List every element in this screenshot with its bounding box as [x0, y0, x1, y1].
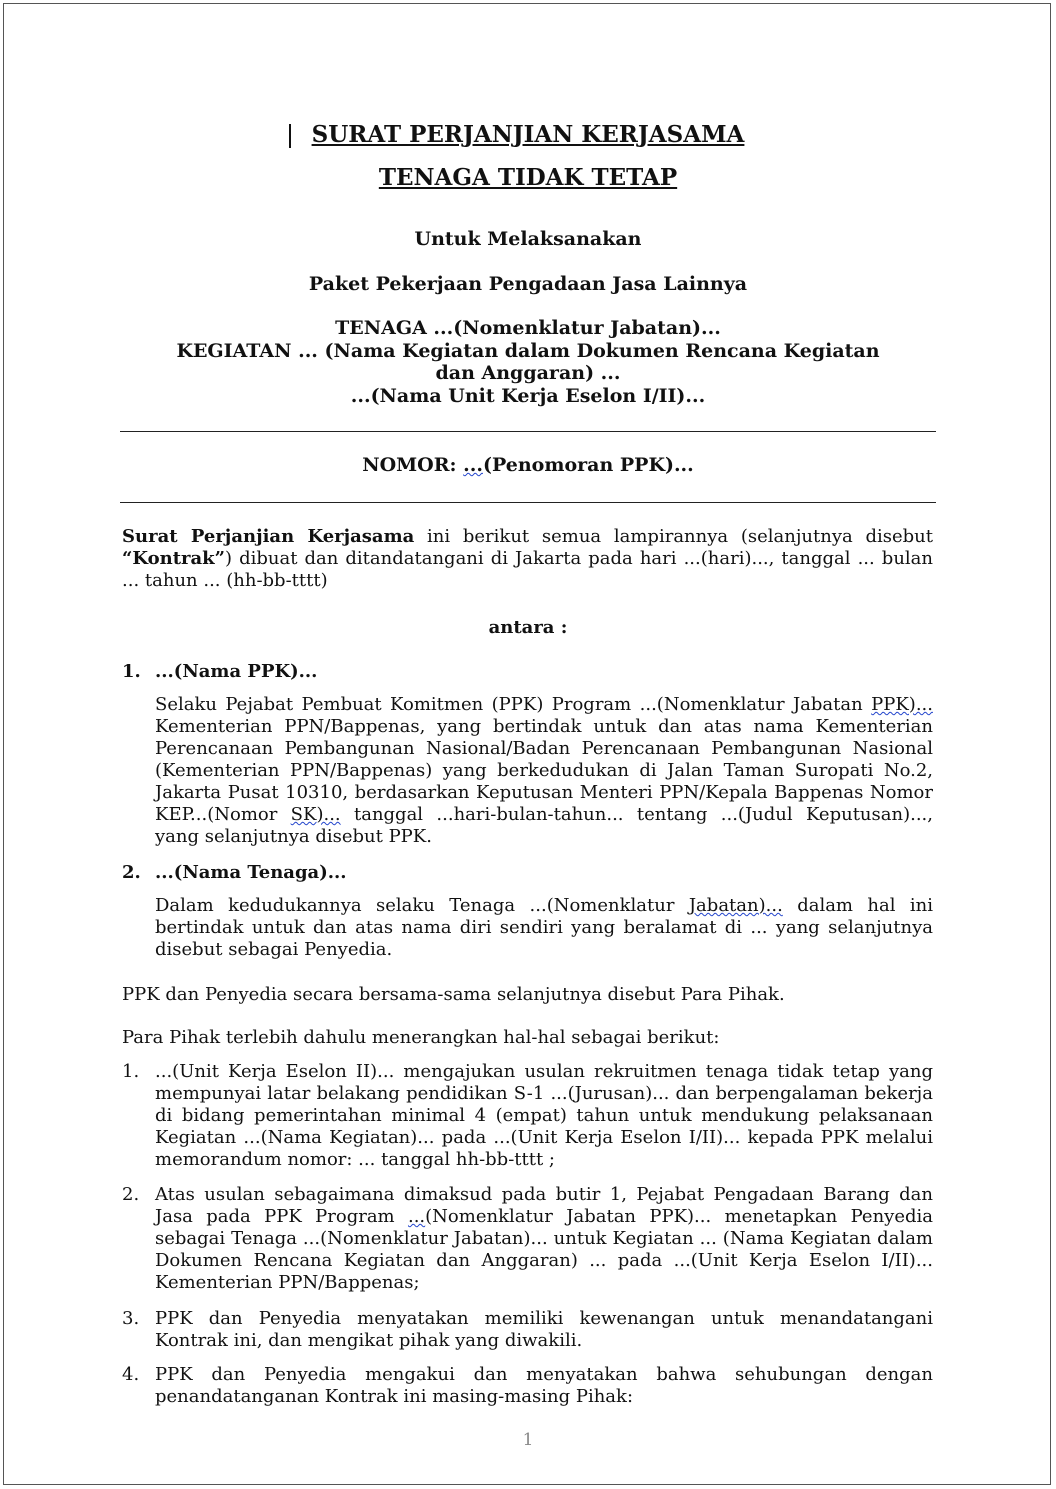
point-2-text-b: (Nomenklatur Jabatan PPK)... menetapkan Penyedia sebagai Tenaga ...(Nomenklatur Jabatan)... untuk Kegiatan ... (Nama Kegiatan dalam Dokumen Rencana Kegiatan dan Anggaran) ... pada ...(Unit Kerja Eselon I/II)... Kementerian PPN/Bappenas;	[155, 1206, 933, 1293]
package-heading: Paket Pekerjaan Pengadaan Jasa Lainnya	[308, 273, 748, 295]
party-1-text-a: Selaku Pejabat Pembuat Komitmen (PPK) Program ...(Nomenklatur Jabatan	[155, 694, 872, 715]
intro-text-2: ) dibuat dan ditandatangani di Jakarta pada hari ...(hari)..., tanggal ... bulan ... tahun ... (hh-bb-tttt)	[122, 548, 933, 591]
intro-bold-1: Surat Perjanjian Kerjasama	[122, 526, 415, 547]
antara-heading: antara :	[488, 617, 568, 638]
activity-block	[160, 317, 896, 407]
party-1-number: 1.	[122, 661, 141, 682]
purpose-heading: Untuk Melaksanakan	[414, 228, 642, 250]
title-line-1: SURAT PERJANJIAN KERJASAMA	[311, 121, 745, 148]
point-2-number: 2.	[122, 1184, 140, 1205]
party-2-text-b: dalam hal ini bertindak untuk dan atas nama diri sendiri yang beralamat di ... yang selanjutnya disebut sebagai Penyedia.	[155, 895, 933, 960]
intro-paragraph	[122, 526, 933, 592]
party-2-name: ...(Nama Tenaga)...	[155, 862, 347, 883]
point-2-text-a: Atas usulan sebagaimana dimaksud pada butir 1, Pejabat Pengadaan Barang dan Jasa pada PPK Program	[155, 1184, 933, 1227]
point-1-number: 1.	[122, 1061, 140, 1082]
tenaga-line: TENAGA ...(Nomenklatur Jabatan)...	[335, 317, 721, 339]
party-2-number: 2.	[122, 862, 141, 883]
intro-text-1: ini berikut semua lampirannya (selanjutnya disebut	[414, 526, 933, 547]
title-line-2: TENAGA TIDAK TETAP	[378, 164, 678, 191]
party-1-text-c: tanggal ...hari-bulan-tahun... tentang ...(Judul Keputusan)..., yang selanjutnya disebut PPK.	[155, 804, 933, 847]
para-pihak-paragraph: PPK dan Penyedia secara bersama-sama selanjutnya disebut Para Pihak.	[122, 984, 785, 1005]
point-3-number: 3.	[122, 1308, 140, 1329]
party-2-squiggle-a: Jabatan)...	[688, 895, 783, 916]
party-1-squiggle-b: SK)...	[290, 804, 341, 825]
party-1-text-b: Kementerian PPN/Bappenas, yang bertindak untuk dan atas nama Kementerian Perencanaan Pembangunan Nasional/Badan Perencanaan Pembangunan Nasional (Kementerian PPN/Bappenas) yang berkedudukan di Jalan Taman Suropati No.2, Jakarta Pusat 10310, berdasarkan Keputusan Menteri PPN/Kepala Bappenas Nomor KEP...(Nomor	[155, 716, 933, 825]
point-1-text: ...(Unit Kerja Eselon II)... mengajukan usulan rekruitmen tenaga tidak tetap yang mempunyai latar belakang pendidikan S-1 ...(Jurusan)... dan berpengalaman bekerja di bidang pemerintahan minimal 4 (empat) tahun untuk mendukung pelaksanaan Kegiatan ...(Nama Kegiatan)... pada ...(Unit Kerja Eselon I/II)... kepada PPK melalui memorandum nomor: ... tanggal hh-bb-tttt ;	[155, 1061, 933, 1170]
nomor-line	[120, 454, 936, 476]
point-4-text: PPK dan Penyedia mengakui dan menyatakan bahwa sehubungan dengan penandatanganan Kontrak ini masing-masing Pihak:	[155, 1364, 933, 1407]
intro-bold-2: “Kontrak”	[122, 548, 225, 569]
point-2-text	[155, 1184, 933, 1294]
point-4-number: 4.	[122, 1364, 140, 1385]
top-rule	[120, 431, 936, 432]
party-2-description	[155, 895, 933, 961]
party-1-name: ...(Nama PPK)...	[155, 661, 318, 682]
nomor-value: (Penomoran PPK)...	[483, 454, 694, 476]
unit-line: ...(Nama Unit Kerja Eselon I/II)...	[350, 384, 706, 407]
point-2-squiggle: ...	[407, 1206, 426, 1227]
page-number: 1	[522, 1430, 534, 1450]
party-1-squiggle-a: PPK)...	[871, 694, 933, 715]
menerangkan-paragraph: Para Pihak terlebih dahulu menerangkan hal-hal sebagai berikut:	[122, 1027, 720, 1048]
point-3-text: PPK dan Penyedia menyatakan memiliki kewenangan untuk menandatangani Kontrak ini, dan mengikat pihak yang diwakili.	[155, 1308, 933, 1351]
nomor-label: NOMOR:	[362, 454, 457, 476]
kegiatan-line: KEGIATAN ... (Nama Kegiatan dalam Dokumen Rencana Kegiatan dan Anggaran) ...	[176, 339, 880, 384]
party-2-text-a: Dalam kedudukannya selaku Tenaga ...(Nomenklatur	[155, 895, 689, 916]
bottom-rule	[120, 502, 936, 503]
nomor-marker: ...	[463, 454, 483, 476]
party-1-description	[155, 694, 933, 848]
